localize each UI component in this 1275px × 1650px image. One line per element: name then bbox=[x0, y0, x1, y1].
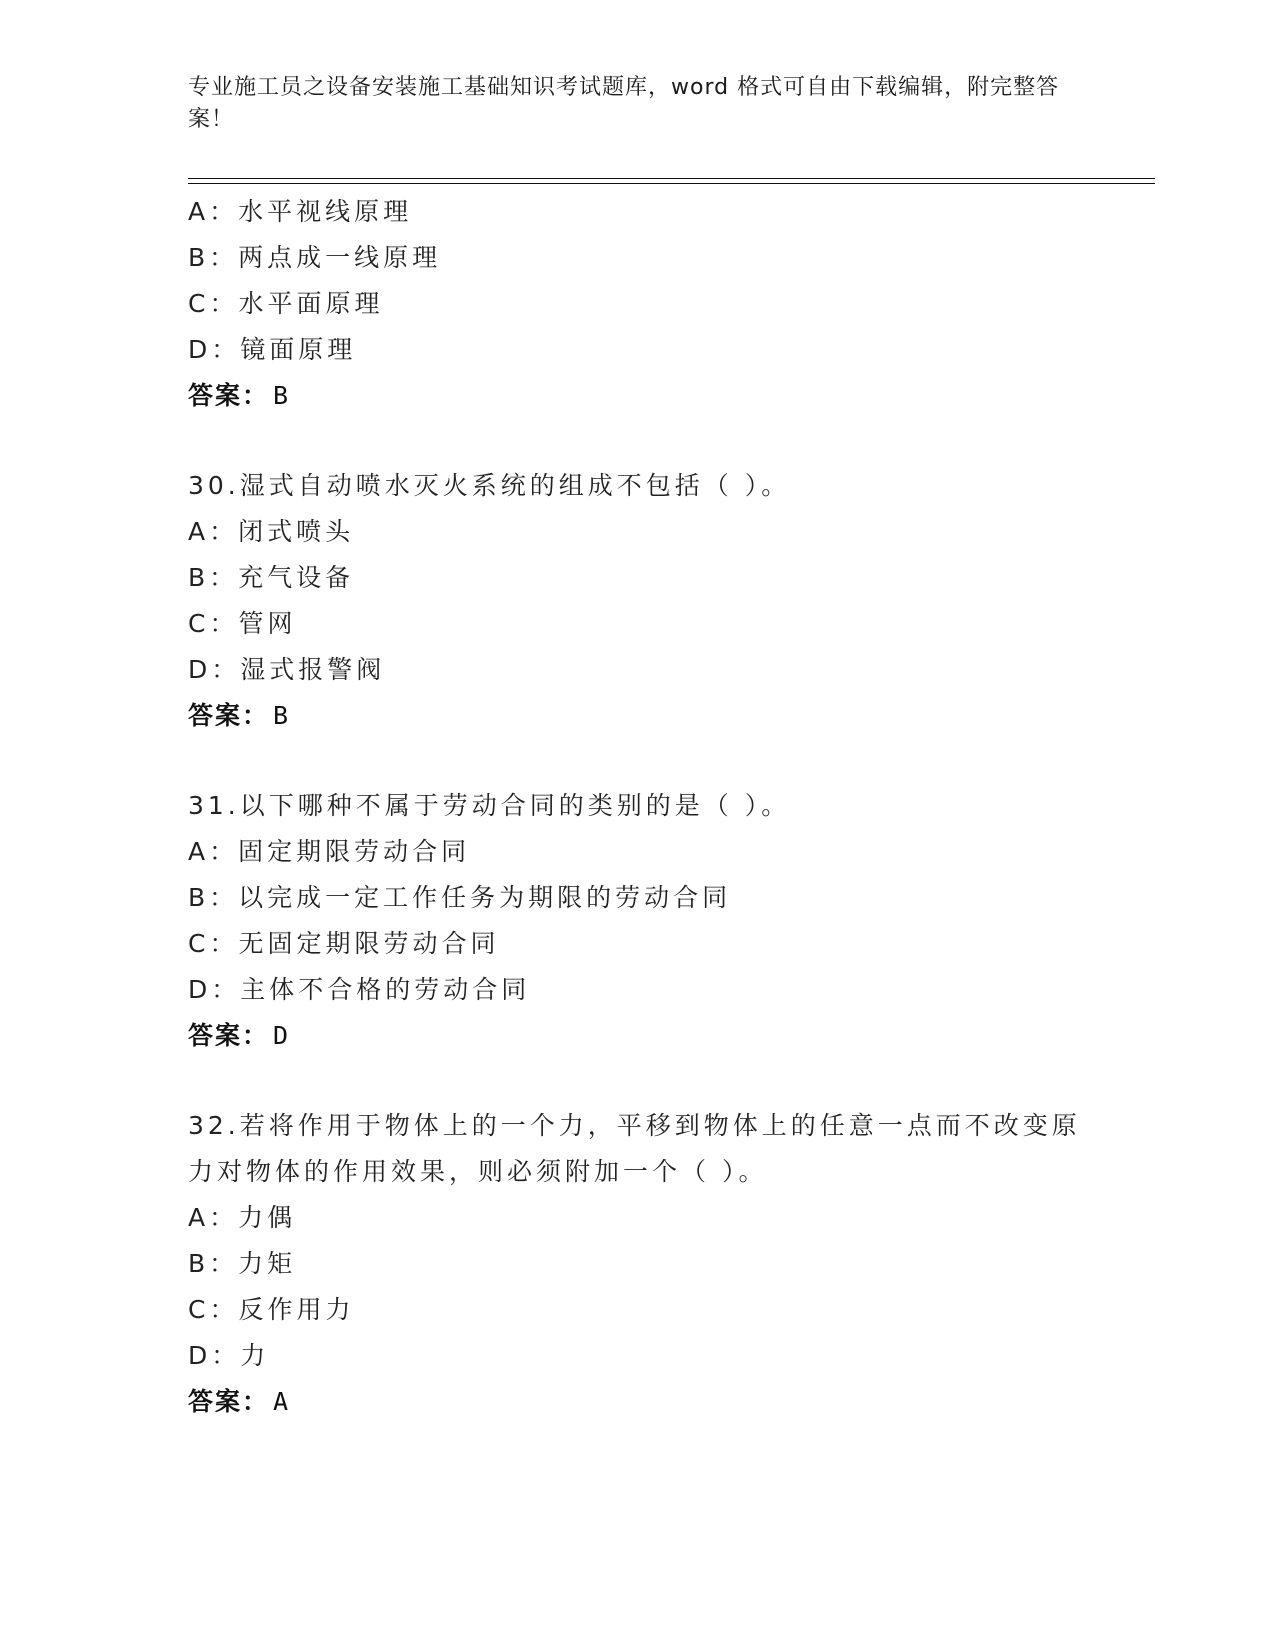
question-29 bbox=[188, 189, 1088, 419]
answer bbox=[188, 693, 1088, 739]
option-d: D：镜面原理 bbox=[188, 335, 357, 364]
option-c: C：反作用力 bbox=[188, 1295, 355, 1324]
answer-value: A bbox=[273, 1387, 289, 1416]
header-divider-top bbox=[188, 178, 1155, 179]
question-31 bbox=[188, 783, 1088, 1059]
answer-value: B bbox=[273, 381, 289, 410]
question-stem: 32.若将作用于物体上的一个力，平移到物体上的任意一点而不改变原力对物体的作用效果，则必须附加一个（ ）。 bbox=[188, 1111, 1081, 1186]
answer-value: D bbox=[273, 1021, 289, 1050]
question-stem: 31.以下哪种不属于劳动合同的类别的是（ ）。 bbox=[188, 791, 791, 820]
option-b: B：以完成一定工作任务为期限的劳动合同 bbox=[188, 883, 732, 912]
option-b: B：充气设备 bbox=[188, 563, 355, 592]
question-30 bbox=[188, 463, 1088, 739]
question-32 bbox=[188, 1103, 1088, 1425]
option-b: B：两点成一线原理 bbox=[188, 243, 442, 272]
option-a: A：固定期限劳动合同 bbox=[188, 837, 471, 866]
answer-value: B bbox=[273, 701, 289, 730]
option-a: A：闭式喷头 bbox=[188, 517, 355, 546]
document-header: 专业施工员之设备安装施工基础知识考试题库，word 格式可自由下载编辑，附完整答案！ bbox=[188, 75, 1060, 132]
option-c: C：水平面原理 bbox=[188, 289, 384, 318]
option-d: D：主体不合格的劳动合同 bbox=[188, 975, 531, 1004]
answer-label: 答案： bbox=[188, 701, 270, 730]
option-c: C：无固定期限劳动合同 bbox=[188, 929, 500, 958]
question-stem: 30.湿式自动喷水灭火系统的组成不包括（ ）。 bbox=[188, 471, 791, 500]
answer-label: 答案： bbox=[188, 1021, 270, 1050]
answer-label: 答案： bbox=[188, 381, 270, 410]
option-a: A：力偶 bbox=[188, 1203, 297, 1232]
option-d: D：力 bbox=[188, 1341, 270, 1370]
option-c: C：管网 bbox=[188, 609, 297, 638]
option-b: B：力矩 bbox=[188, 1249, 297, 1278]
answer bbox=[188, 373, 1088, 419]
option-a: A：水平视线原理 bbox=[188, 197, 413, 226]
answer-label: 答案： bbox=[188, 1387, 270, 1416]
header-divider-bottom bbox=[188, 183, 1155, 184]
answer bbox=[188, 1379, 1088, 1425]
option-d: D：湿式报警阀 bbox=[188, 655, 386, 684]
answer bbox=[188, 1013, 1088, 1059]
question-list bbox=[188, 189, 1088, 1425]
